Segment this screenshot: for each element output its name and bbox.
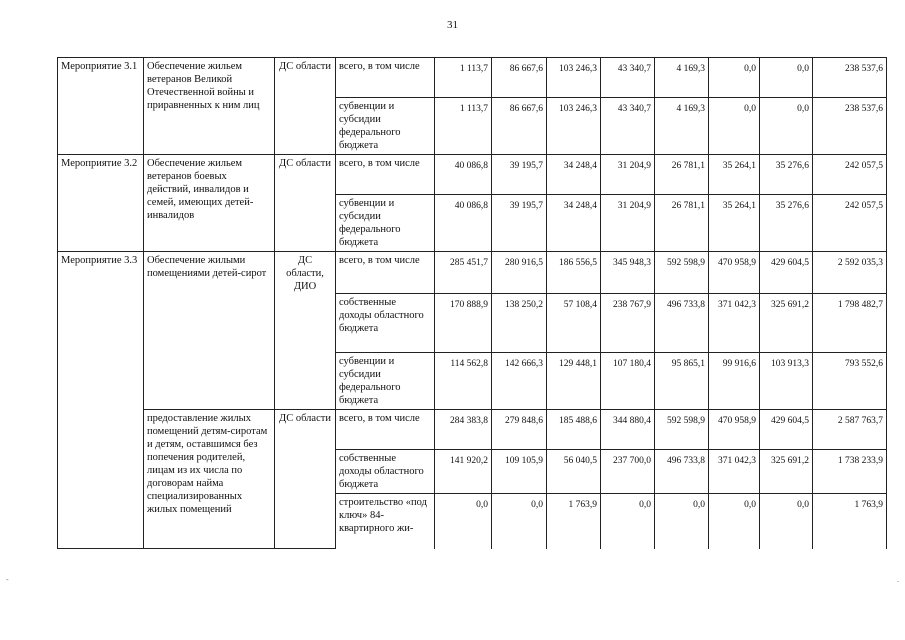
executor-cell: ДС области, ДИО bbox=[275, 252, 336, 410]
total-cell: 238 537,6 bbox=[813, 98, 887, 155]
funding-source-cell: субвенции и субсидии федерального бюджета bbox=[336, 98, 435, 155]
value-cell: 186 556,5 bbox=[547, 252, 601, 294]
value-cell: 141 920,2 bbox=[435, 450, 492, 494]
total-cell: 1 798 482,7 bbox=[813, 294, 887, 353]
event-name-cell: Обеспечение жильем ветеранов Великой Отечественной войны и приравненных к ним лиц bbox=[144, 58, 275, 155]
value-cell: 0,0 bbox=[709, 58, 760, 98]
value-cell: 0,0 bbox=[760, 494, 813, 549]
value-cell: 285 451,7 bbox=[435, 252, 492, 294]
value-cell: 35 264,1 bbox=[709, 195, 760, 252]
funding-source-cell: субвенции и субсидии федерального бюджета bbox=[336, 353, 435, 410]
value-cell: 56 040,5 bbox=[547, 450, 601, 494]
total-cell: 1 763,9 bbox=[813, 494, 887, 549]
value-cell: 371 042,3 bbox=[709, 294, 760, 353]
value-cell: 280 916,5 bbox=[492, 252, 547, 294]
value-cell: 237 700,0 bbox=[601, 450, 655, 494]
value-cell: 107 180,4 bbox=[601, 353, 655, 410]
value-cell: 103 913,3 bbox=[760, 353, 813, 410]
funding-source-cell: всего, в том числе bbox=[336, 155, 435, 195]
value-cell: 371 042,3 bbox=[709, 450, 760, 494]
total-cell: 1 738 233,9 bbox=[813, 450, 887, 494]
total-cell: 2 592 035,3 bbox=[813, 252, 887, 294]
value-cell: 0,0 bbox=[492, 494, 547, 549]
funding-source-cell: строительство «под ключ» 84-квартирного жи- bbox=[336, 494, 435, 549]
value-cell: 103 246,3 bbox=[547, 58, 601, 98]
value-cell: 43 340,7 bbox=[601, 98, 655, 155]
value-cell: 86 667,6 bbox=[492, 58, 547, 98]
value-cell: 35 276,6 bbox=[760, 155, 813, 195]
event-cell: Мероприятие 3.3 bbox=[58, 252, 144, 549]
value-cell: 31 204,9 bbox=[601, 155, 655, 195]
value-cell: 592 598,9 bbox=[655, 410, 709, 450]
value-cell: 34 248,4 bbox=[547, 155, 601, 195]
value-cell: 325 691,2 bbox=[760, 450, 813, 494]
total-cell: 2 587 763,7 bbox=[813, 410, 887, 450]
executor-cell: ДС области bbox=[275, 58, 336, 155]
value-cell: 1 763,9 bbox=[547, 494, 601, 549]
value-cell: 344 880,4 bbox=[601, 410, 655, 450]
value-cell: 0,0 bbox=[601, 494, 655, 549]
value-cell: 0,0 bbox=[709, 98, 760, 155]
value-cell: 39 195,7 bbox=[492, 155, 547, 195]
scan-mark-left: - bbox=[6, 575, 9, 584]
budget-table bbox=[57, 57, 887, 549]
value-cell: 284 383,8 bbox=[435, 410, 492, 450]
value-cell: 99 916,6 bbox=[709, 353, 760, 410]
value-cell: 238 767,9 bbox=[601, 294, 655, 353]
funding-source-cell: всего, в том числе bbox=[336, 410, 435, 450]
total-cell: 242 057,5 bbox=[813, 155, 887, 195]
funding-source-cell: всего, в том числе bbox=[336, 252, 435, 294]
table-row bbox=[58, 155, 887, 195]
value-cell: 114 562,8 bbox=[435, 353, 492, 410]
value-cell: 185 488,6 bbox=[547, 410, 601, 450]
executor-cell: ДС области bbox=[275, 410, 336, 549]
page-number: 31 bbox=[447, 19, 458, 31]
value-cell: 170 888,9 bbox=[435, 294, 492, 353]
value-cell: 0,0 bbox=[655, 494, 709, 549]
value-cell: 1 113,7 bbox=[435, 58, 492, 98]
value-cell: 592 598,9 bbox=[655, 252, 709, 294]
value-cell: 429 604,5 bbox=[760, 252, 813, 294]
funding-source-cell: собственные доходы областного бюджета bbox=[336, 450, 435, 494]
value-cell: 325 691,2 bbox=[760, 294, 813, 353]
value-cell: 470 958,9 bbox=[709, 410, 760, 450]
value-cell: 142 666,3 bbox=[492, 353, 547, 410]
value-cell: 39 195,7 bbox=[492, 195, 547, 252]
event-name-cell: предоставление жилых помещений детям-сиротам и детям, оставшимся без попечения родителей, лицам из их числа по договорам найма специализированных жилых помещений bbox=[144, 410, 275, 549]
value-cell: 0,0 bbox=[709, 494, 760, 549]
value-cell: 26 781,1 bbox=[655, 155, 709, 195]
value-cell: 0,0 bbox=[435, 494, 492, 549]
value-cell: 95 865,1 bbox=[655, 353, 709, 410]
event-name-cell: Обеспечение жильем ветеранов боевых действий, инвалидов и семей, имеющих детей-инвалидов bbox=[144, 155, 275, 252]
value-cell: 470 958,9 bbox=[709, 252, 760, 294]
value-cell: 345 948,3 bbox=[601, 252, 655, 294]
value-cell: 129 448,1 bbox=[547, 353, 601, 410]
value-cell: 35 276,6 bbox=[760, 195, 813, 252]
table-row bbox=[58, 410, 887, 450]
value-cell: 429 604,5 bbox=[760, 410, 813, 450]
event-cell: Мероприятие 3.1 bbox=[58, 58, 144, 155]
value-cell: 279 848,6 bbox=[492, 410, 547, 450]
funding-source-cell: всего, в том числе bbox=[336, 58, 435, 98]
event-cell: Мероприятие 3.2 bbox=[58, 155, 144, 252]
executor-cell: ДС области bbox=[275, 155, 336, 252]
value-cell: 0,0 bbox=[760, 98, 813, 155]
event-name-cell: Обеспечение жилыми помещениями детей-сирот bbox=[144, 252, 275, 410]
table-row bbox=[58, 252, 887, 294]
value-cell: 40 086,8 bbox=[435, 155, 492, 195]
funding-source-cell: собственные доходы областного бюджета bbox=[336, 294, 435, 353]
value-cell: 4 169,3 bbox=[655, 98, 709, 155]
value-cell: 103 246,3 bbox=[547, 98, 601, 155]
value-cell: 26 781,1 bbox=[655, 195, 709, 252]
value-cell: 31 204,9 bbox=[601, 195, 655, 252]
value-cell: 4 169,3 bbox=[655, 58, 709, 98]
value-cell: 1 113,7 bbox=[435, 98, 492, 155]
value-cell: 57 108,4 bbox=[547, 294, 601, 353]
value-cell: 138 250,2 bbox=[492, 294, 547, 353]
total-cell: 238 537,6 bbox=[813, 58, 887, 98]
value-cell: 0,0 bbox=[760, 58, 813, 98]
value-cell: 86 667,6 bbox=[492, 98, 547, 155]
total-cell: 793 552,6 bbox=[813, 353, 887, 410]
value-cell: 496 733,8 bbox=[655, 450, 709, 494]
value-cell: 109 105,9 bbox=[492, 450, 547, 494]
funding-source-cell: субвенции и субсидии федерального бюджета bbox=[336, 195, 435, 252]
table-row bbox=[58, 58, 887, 98]
total-cell: 242 057,5 bbox=[813, 195, 887, 252]
value-cell: 34 248,4 bbox=[547, 195, 601, 252]
value-cell: 35 264,1 bbox=[709, 155, 760, 195]
value-cell: 496 733,8 bbox=[655, 294, 709, 353]
value-cell: 40 086,8 bbox=[435, 195, 492, 252]
value-cell: 43 340,7 bbox=[601, 58, 655, 98]
scan-mark-right: . bbox=[897, 575, 899, 584]
